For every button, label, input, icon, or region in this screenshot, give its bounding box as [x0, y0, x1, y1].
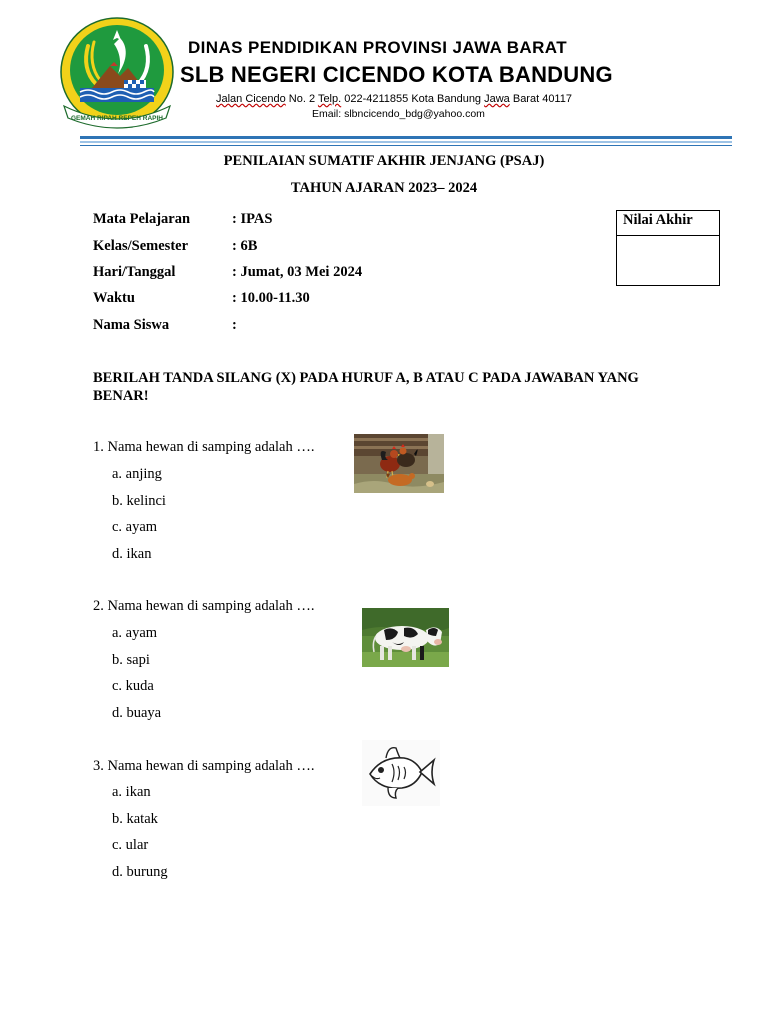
question-1-option-c[interactable]: c. ayam [112, 519, 158, 535]
final-score-box [616, 210, 720, 286]
address-street: Jalan Cicendo [216, 93, 286, 105]
info-value-date: : Jumat, 03 Mei 2024 [232, 264, 363, 280]
info-value-class: : 6B [232, 238, 258, 254]
letterhead-rule-top [80, 136, 732, 139]
info-label-time: Waktu [93, 290, 135, 306]
info-label-date: Hari/Tanggal [93, 264, 176, 280]
info-label-student-name: Nama Siswa [93, 317, 170, 333]
question-3-option-b[interactable]: b. katak [112, 811, 158, 827]
question-1-option-b[interactable]: b. kelinci [112, 493, 166, 509]
question-2-option-d[interactable]: d. buaya [112, 705, 162, 721]
info-label-class: Kelas/Semester [93, 238, 189, 254]
question-3-text: 3. Nama hewan di samping adalah …. [93, 758, 315, 774]
school-name: SLB NEGERI CICENDO KOTA BANDUNG [180, 62, 613, 87]
question-2-option-c[interactable]: c. kuda [112, 678, 154, 694]
info-label-subject: Mata Pelajaran [93, 211, 191, 227]
school-address [216, 93, 572, 105]
question-1-option-d[interactable]: d. ikan [112, 546, 152, 562]
address-postal: Barat 40117 [509, 93, 572, 105]
address-telp: Telp. [317, 93, 342, 105]
school-email: Email: slbncicendo_bdg@yahoo.com [312, 108, 485, 120]
academic-year: TAHUN AJARAN 2023– 2024 [290, 180, 478, 196]
question-2-option-b[interactable]: b. sapi [112, 652, 150, 668]
letterhead-rule-bottom [80, 145, 732, 146]
question-2-option-a[interactable]: a. ayam [112, 625, 158, 641]
question-1-option-a[interactable]: a. anjing [112, 466, 162, 482]
final-score-label: Nilai Akhir [617, 211, 719, 236]
info-value-student-name[interactable]: : [232, 317, 237, 333]
address-phone: 022-4211855 Kota Bandung [341, 93, 485, 105]
west-java-emblem-logo [58, 16, 176, 130]
exam-title: PENILAIAN SUMATIF AKHIR JENJANG (PSAJ) [223, 153, 545, 169]
question-1-text: 1. Nama hewan di samping adalah …. [93, 439, 315, 455]
question-2-text: 2. Nama hewan di samping adalah …. [93, 598, 315, 614]
logo-ribbon-text: GEMAH RIPAH REPEH RAPIH [71, 115, 163, 122]
cow-photo [362, 608, 449, 667]
address-province: Jawa [484, 93, 510, 105]
instruction-text: BERILAH TANDA SILANG (X) PADA HURUF A, B ATAU C PADA JAWABAN YANG BENAR! [93, 370, 639, 404]
letterhead-rule-middle [80, 141, 732, 143]
question-3-option-a[interactable]: a. ikan [112, 784, 151, 800]
question-3-option-d[interactable]: d. burung [112, 864, 168, 880]
agency-name: DINAS PENDIDIKAN PROVINSI JAWA BARAT [188, 38, 567, 57]
address-number: No. 2 [285, 93, 318, 105]
final-score-field[interactable] [617, 236, 719, 286]
chickens-photo [354, 434, 444, 493]
question-3-option-c[interactable]: c. ular [112, 837, 149, 853]
info-value-time: : 10.00-11.30 [232, 290, 310, 306]
info-value-subject: : IPAS [232, 211, 273, 227]
fish-drawing [362, 740, 440, 806]
